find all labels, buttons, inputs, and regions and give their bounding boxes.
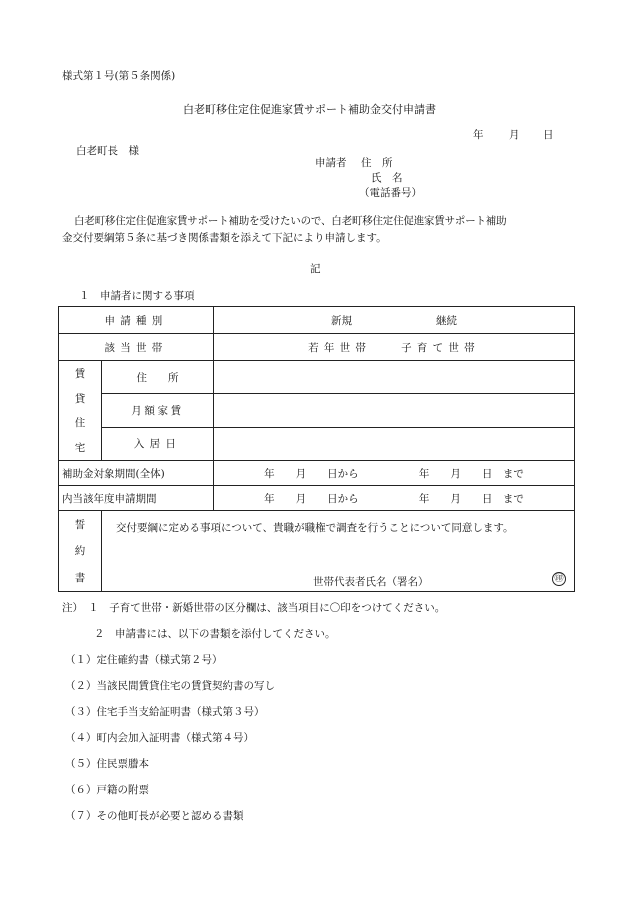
document-title: 白老町移住定住促進家賃サポート補助金交付申請書: [183, 103, 436, 116]
period-to: 年 月 日 まで: [418, 492, 524, 505]
section-heading: １ 申請者に関する事項: [79, 290, 195, 302]
application-type-label: 申請種別: [59, 307, 214, 334]
note-2: ２ 申請書には、以下の書類を添付してください。: [94, 628, 336, 640]
rental-address-value[interactable]: [214, 361, 575, 394]
rental-char: 賃: [74, 367, 86, 380]
move-in-date-label: 入居日: [102, 427, 214, 460]
subsidy-period-row: [59, 461, 575, 486]
applicant-phone-label: （電話番号）: [359, 187, 422, 199]
rental-char: 貸: [74, 392, 86, 405]
option-childrearing[interactable]: 子育て世帯: [401, 341, 480, 354]
body-text-line2: 金交付要綱第５条に基づき関係書類を添えて下記により申請します。: [62, 232, 387, 244]
rental-housing-label: [59, 361, 102, 461]
option-continue[interactable]: 継続: [436, 314, 457, 327]
oath-row: [59, 511, 575, 592]
subsidy-period-value[interactable]: [214, 461, 575, 486]
date-day: 日: [543, 129, 554, 141]
attachment-item: （４）町内会加入証明書（様式第４号）: [65, 732, 254, 744]
note-1: 注） １ 子育て世帯・新婚世帯の区分欄は、該当項目に〇印をつけてください。: [62, 602, 446, 614]
period-from: 年 月 日から: [264, 492, 359, 505]
attachment-item: （３）住宅手当支給証明書（様式第３号）: [65, 706, 265, 718]
monthly-rent-value[interactable]: [214, 394, 575, 427]
oath-char: 書: [74, 572, 86, 585]
seal-mark: ㊞: [552, 572, 566, 586]
applicant-address-label: 住 所: [361, 157, 393, 169]
rental-address-label: 住 所: [102, 361, 214, 394]
household-label: 該当世帯: [59, 334, 214, 361]
application-type-options: [214, 307, 575, 334]
household-options: [214, 334, 575, 361]
applicant-label: 申請者: [315, 157, 347, 169]
oath-content: [102, 511, 575, 592]
form-number: 様式第１号(第５条関係): [62, 70, 176, 82]
fiscal-period-row: [59, 486, 575, 511]
fiscal-period-value[interactable]: [214, 486, 575, 511]
oath-text: 交付要綱に定める事項について、貴職が職権で調査を行うことについて同意します。: [116, 522, 514, 534]
rental-char: 住: [74, 417, 86, 430]
oath-label: [59, 511, 102, 592]
move-in-date-value[interactable]: [214, 427, 575, 460]
addressee: 白老町長 様: [76, 145, 139, 157]
subsidy-period-label: 補助金対象期間(全体): [59, 461, 214, 486]
date-month: 月: [509, 129, 520, 141]
date-year: 年: [473, 129, 484, 141]
rental-char: 宅: [74, 442, 86, 455]
application-table: [58, 306, 575, 592]
rental-movein-row: [59, 427, 575, 460]
fiscal-period-label: 内当該年度申請期間: [59, 486, 214, 511]
option-new[interactable]: 新規: [331, 314, 352, 327]
attachment-item: （１）定住確約書（様式第２号）: [65, 654, 223, 666]
signature-label[interactable]: 世帯代表者氏名（署名）: [313, 576, 429, 588]
monthly-rent-label: 月額家賃: [102, 394, 214, 427]
application-type-row: [59, 307, 575, 334]
attachment-item: （６）戸籍の附票: [65, 784, 149, 796]
applicant-name-label: 氏 名: [371, 172, 403, 184]
attachment-item: （７）その他町長が必要と認める書類: [65, 810, 244, 822]
rental-rent-row: [59, 394, 575, 427]
option-young[interactable]: 若年世帯: [308, 341, 372, 354]
attachment-item: （５）住民票謄本: [65, 758, 149, 770]
rental-address-row: [59, 361, 575, 394]
period-from: 年 月 日から: [264, 467, 359, 480]
household-row: [59, 334, 575, 361]
attachment-item: （２）当該民間賃貸住宅の賃貸契約書の写し: [65, 680, 275, 692]
ki-heading: 記: [310, 263, 321, 275]
period-to: 年 月 日 まで: [418, 467, 524, 480]
body-text-line1: 白老町移住定住促進家賃サポート補助を受けたいので、白老町移住定住促進家賃サポート補助: [74, 215, 507, 227]
oath-char: 約: [74, 545, 86, 558]
oath-char: 誓: [74, 518, 86, 531]
